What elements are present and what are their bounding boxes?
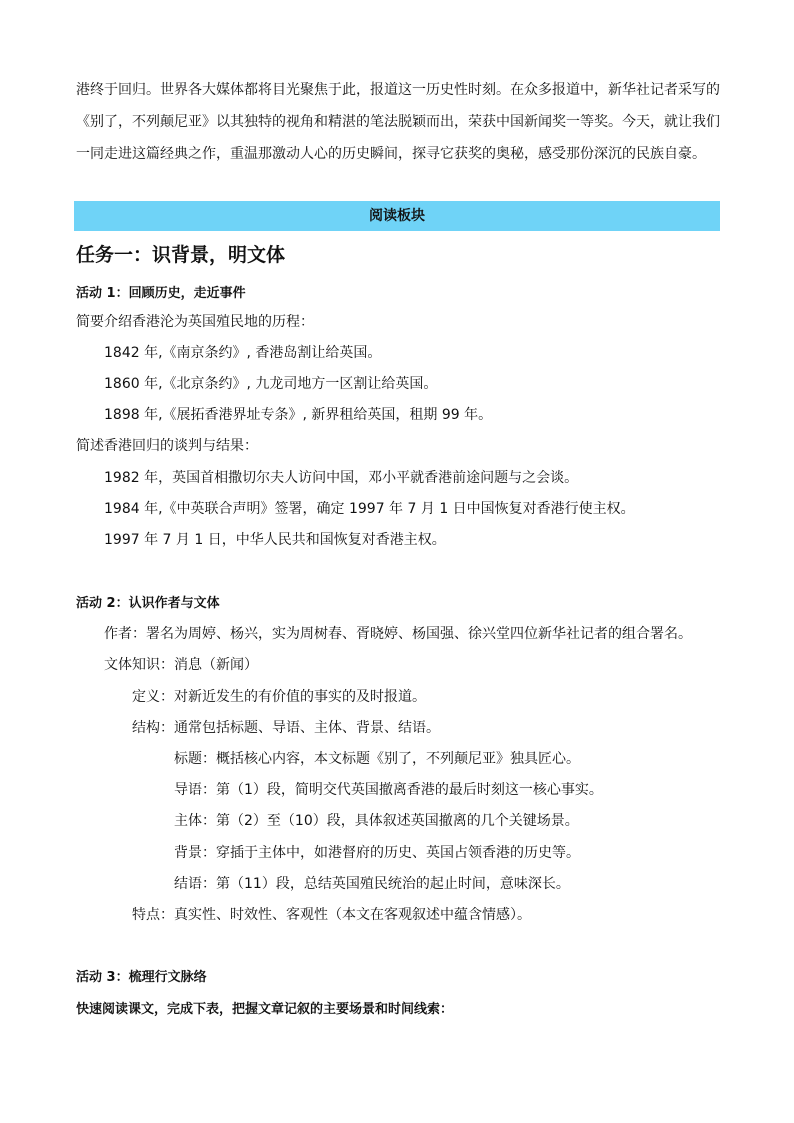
colonial-item: 1842 年,《南京条约》, 香港岛割让给英国。 [104,345,382,361]
definition-line: 定义：对新近发生的有价值的事实的及时报道。 [132,689,426,705]
intro-line: 《别了，不列颠尼亚》以其独特的视角和精湛的笔法脱颖而出，荣获中国新闻奖一等奖。今天，就让我们 [76,114,720,130]
colonial-item: 1860 年,《北京条约》, 九龙司地方一区割让给英国。 [104,376,438,392]
structure-line: 结构：通常包括标题、导语、主体、背景、结语。 [132,720,440,736]
structure-part: 结语：第（11）段，总结英国殖民统治的起止时间，意味深长。 [174,876,570,892]
activity-1-title: 活动 1：回顾历史，走近事件 [76,286,246,301]
features-line: 特点：真实性、时效性、客观性（本文在客观叙述中蕴含情感）。 [132,907,531,923]
activity-2-title: 活动 2：认识作者与文体 [76,596,220,611]
section-banner: 阅读板块 [74,201,720,231]
return-item: 1984 年,《中英联合声明》签署，确定 1997 年 7 月 1 日中国恢复对香港行使主权。 [104,501,635,517]
return-intro: 简述香港回归的谈判与结果： [76,438,258,454]
task-title: 任务一：识背景，明文体 [76,244,286,266]
intro-line: 港终于回归。世界各大媒体都将目光聚焦于此，报道这一历史性时刻。在众多报道中，新华社记者采写的 [76,82,720,98]
colonial-item: 1898 年,《展拓香港界址专条》, 新界租给英国，租期 99 年。 [104,407,493,423]
activity-3-instruction: 快速阅读课文，完成下表，把握文章记叙的主要场景和时间线索： [76,1002,454,1017]
colonial-intro: 简要介绍香港沦为英国殖民地的历程： [76,314,314,330]
activity-3-title: 活动 3：梳理行文脉络 [76,970,207,985]
intro-paragraph [76,74,722,170]
structure-part: 标题：概括核心内容，本文标题《别了，不列颠尼亚》独具匠心。 [174,751,580,767]
return-item: 1997 年 7 月 1 日，中华人民共和国恢复对香港主权。 [104,532,446,548]
structure-part: 导语：第（1）段，简明交代英国撤离香港的最后时刻这一核心事实。 [174,782,603,798]
structure-part: 主体：第（2）至（10）段，具体叙述英国撤离的几个关键场景。 [174,813,579,829]
genre-line: 文体知识：消息（新闻） [104,657,258,673]
intro-line: 一同走进这篇经典之作，重温那激动人心的历史瞬间，探寻它获奖的奥秘，感受那份深沉的民族自豪。 [76,146,706,162]
structure-part: 背景：穿插于主体中，如港督府的历史、英国占领香港的历史等。 [174,845,580,861]
return-item: 1982 年，英国首相撒切尔夫人访问中国，邓小平就香港前途问题与之会谈。 [104,470,579,486]
author-line: 作者：署名为周婷、杨兴，实为周树春、胥晓婷、杨国强、徐兴堂四位新华社记者的组合署名。 [104,626,692,642]
